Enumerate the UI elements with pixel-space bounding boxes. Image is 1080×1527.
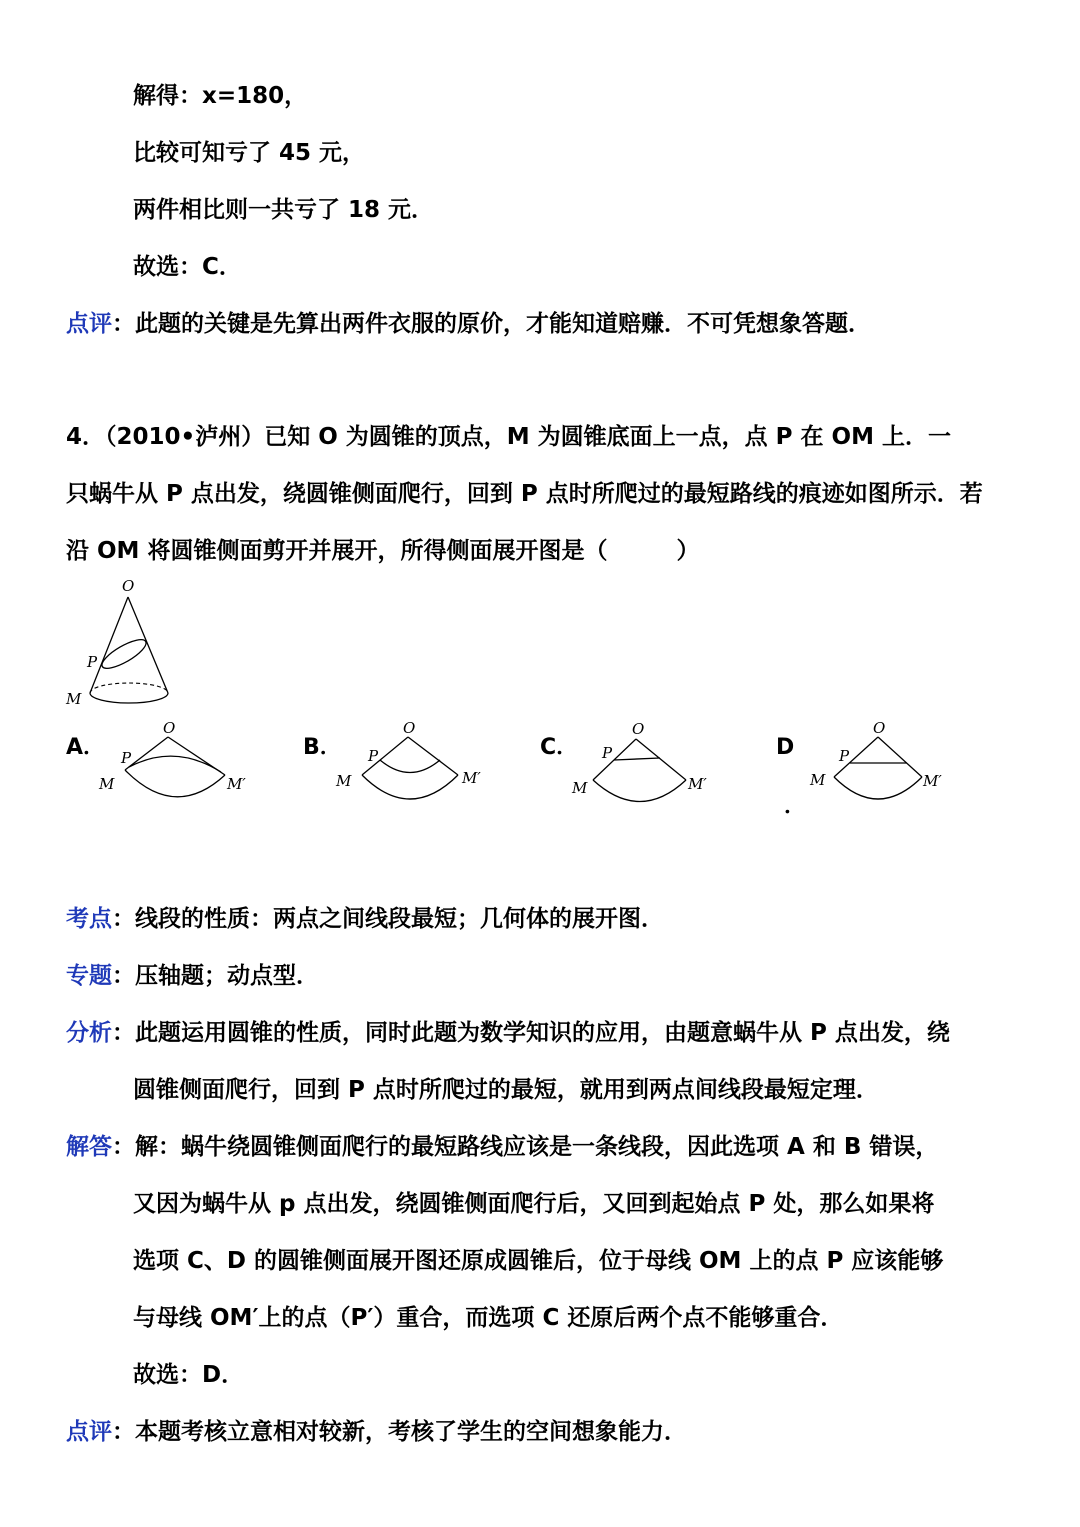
option-d-label-m: M — [810, 771, 826, 789]
option-a-label-p: P — [121, 749, 132, 767]
option-b-label-o: O — [403, 719, 416, 737]
option-a-label-m: M — [99, 775, 115, 793]
jieda-line-4: 与母线 OM′上的点（P′）重合，而选项 C 还原后两个点不能够重合． — [133, 1305, 844, 1331]
q4-line-3: 沿 OM 将圆锥侧面剪开并展开，所得侧面展开图是（ ） — [66, 538, 700, 564]
option-b-letter[interactable]: B． — [303, 735, 342, 760]
zhuanti-text: ：压轴题；动点型． — [112, 963, 319, 989]
option-c-label-p: P — [602, 744, 613, 762]
fenxi-line-2: 圆锥侧面爬行，回到 P 点时所爬过的最短，就用到两点间线段最短定理． — [133, 1077, 879, 1103]
option-d-letter[interactable]: D — [776, 735, 795, 760]
fenxi-tag: 分析 — [66, 1020, 112, 1046]
option-b-label-m2: M′ — [462, 769, 481, 787]
kaodian-text: ：线段的性质：两点之间线段最短；几何体的展开图． — [112, 906, 664, 932]
dianping-text: ：本题考核立意相对较新，考核了学生的空间想象能力． — [112, 1419, 687, 1445]
option-b-label-p: P — [368, 747, 379, 765]
solve-line: 解得：x=180， — [133, 83, 308, 109]
zhuanti-tag: 专题 — [66, 963, 112, 989]
q4-line-2: 只蜗牛从 P 点出发，绕圆锥侧面爬行，回到 P 点时所爬过的最短路线的痕迹如图所示．若 — [66, 481, 983, 507]
fenxi-text-1: ：此题运用圆锥的性质，同时此题为数学知识的应用，由题意蜗牛从 P 点出发，绕 — [112, 1020, 950, 1046]
jieda-line-3: 选项 C、D 的圆锥侧面展开图还原成圆锥后，位于母线 OM 上的点 P 应该能够 — [133, 1248, 944, 1274]
option-c-label-m2: M′ — [688, 775, 707, 793]
option-d-label-p: P — [839, 747, 850, 765]
compare-line: 比较可知亏了 45 元， — [133, 140, 366, 166]
total-line: 两件相比则一共亏了 18 元． — [133, 197, 435, 223]
jieda-line-5: 故选：D． — [133, 1362, 245, 1388]
jieda-line-2: 又因为蜗牛从 p 点出发，绕圆锥侧面爬行后，又回到起始点 P 处，那么如果将 — [133, 1191, 935, 1217]
option-d-label-m2: M′ — [923, 772, 942, 790]
option-c-label-o: O — [632, 720, 645, 738]
jieda-text-1: ：解：蜗牛绕圆锥侧面爬行的最短路线应该是一条线段，因此选项 A 和 B 错误， — [112, 1134, 939, 1160]
comment-tag: 点评 — [66, 311, 112, 337]
kaodian-line — [66, 903, 664, 935]
option-a-label-m2: M′ — [227, 775, 246, 793]
option-d-figure[interactable] — [806, 715, 966, 815]
fenxi-line-1 — [66, 1017, 950, 1049]
option-a-label-o: O — [163, 719, 176, 737]
option-d-label-o: O — [873, 719, 886, 737]
comment-text: ：此题的关键是先算出两件衣服的原价，才能知道赔赚．不可凭想象答题． — [112, 311, 871, 337]
option-a-figure[interactable] — [95, 715, 255, 815]
zhuanti-line — [66, 960, 319, 992]
option-b-figure[interactable] — [330, 715, 490, 815]
choice-line: 故选：C． — [133, 254, 242, 280]
option-c-letter[interactable]: C． — [540, 735, 579, 760]
jieda-line-1 — [66, 1131, 938, 1163]
dianping-line — [66, 1416, 687, 1448]
option-a-letter[interactable]: A． — [66, 735, 106, 760]
prev-comment — [66, 308, 871, 340]
cone-label-m: M — [66, 690, 82, 708]
cone-label-p: P — [87, 653, 98, 671]
kaodian-tag: 考点 — [66, 906, 112, 932]
option-c-label-m: M — [572, 779, 588, 797]
q4-line-1: 4．（2010•泸州）已知 O 为圆锥的顶点，M 为圆锥底面上一点，点 P 在 OM 上．一 — [66, 424, 952, 450]
cone-figure — [60, 575, 190, 720]
option-c-figure[interactable] — [568, 715, 728, 815]
jieda-tag: 解答 — [66, 1134, 112, 1160]
cone-label-o: O — [122, 577, 135, 595]
dianping-tag: 点评 — [66, 1419, 112, 1445]
option-d-dot: ． — [784, 794, 807, 819]
option-b-label-m: M — [336, 772, 352, 790]
